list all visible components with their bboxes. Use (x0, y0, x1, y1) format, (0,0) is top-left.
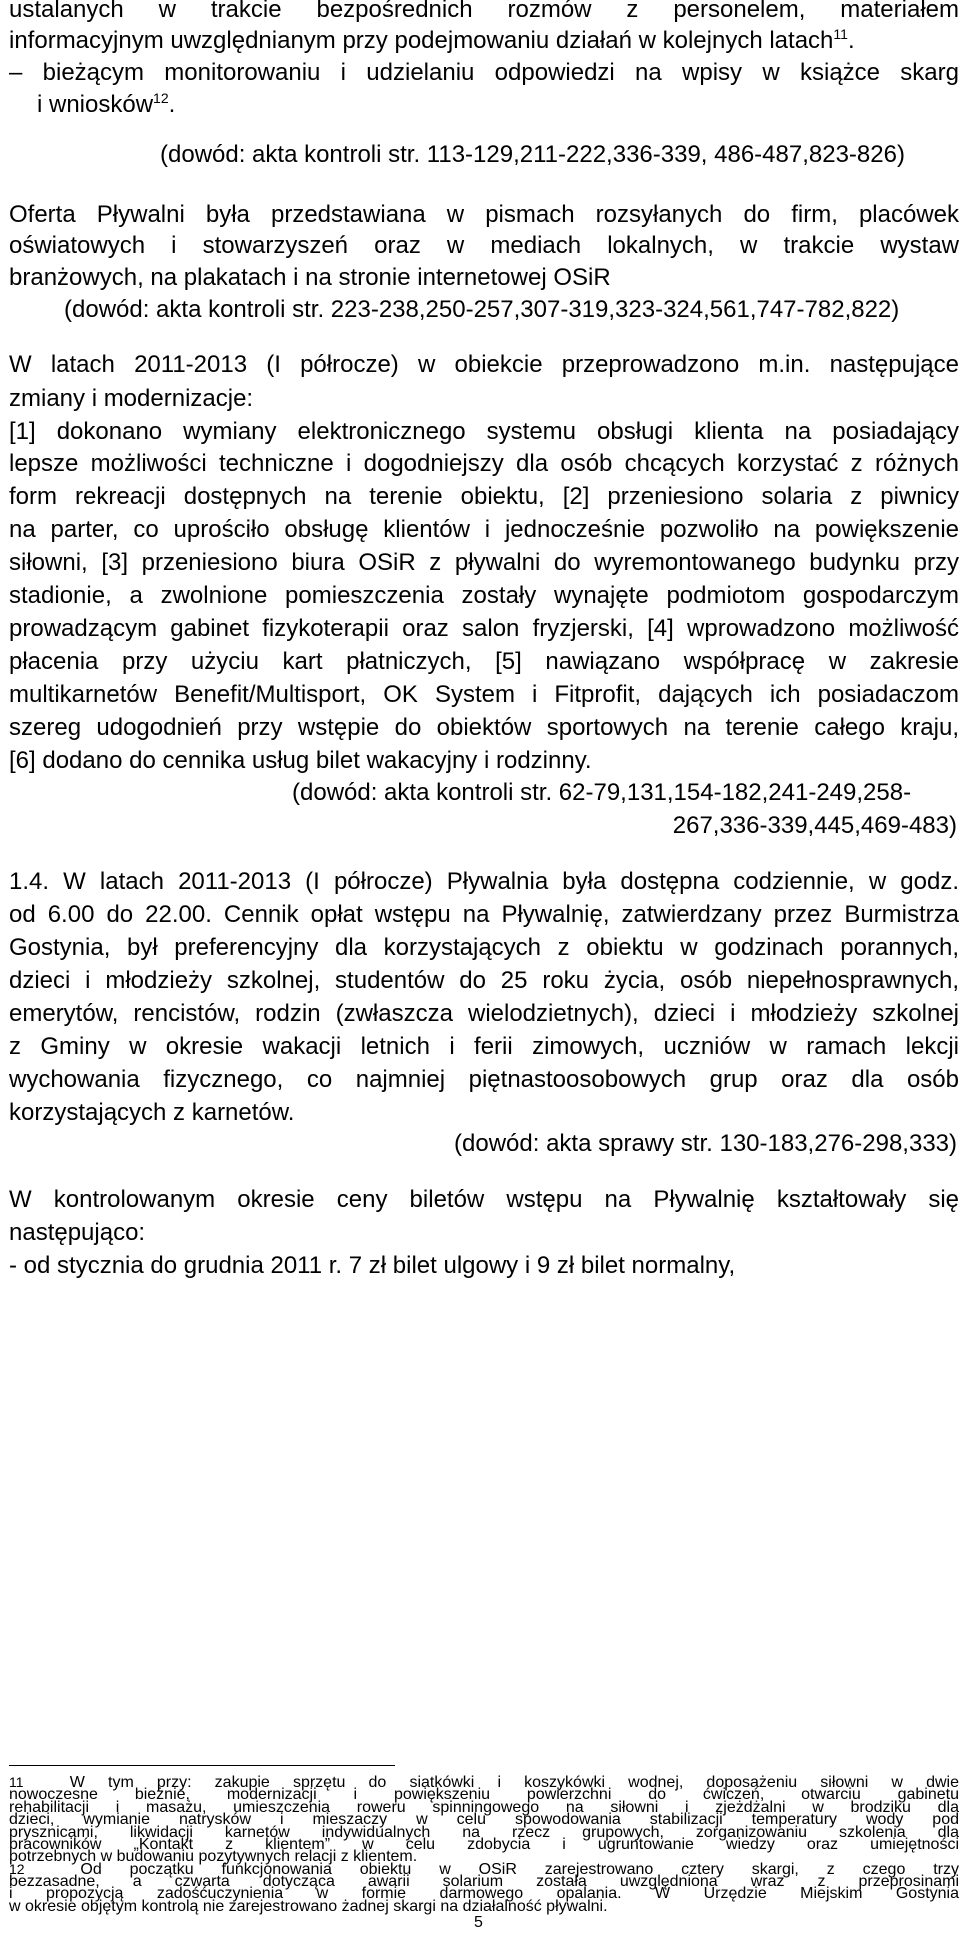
text-line: zmiany i modernizacje: (9, 385, 254, 412)
text-line: płacenia przy użyciu kart płatniczych, [5] nawiązano współpracę w zakresie (9, 648, 959, 675)
text-line: i wniosków$^{12}$. (37, 90, 176, 118)
footnote-line: bezzasadne, a czwarta dotycząca awarii solarium została uwzględniona wraz z przeprosinami (9, 1873, 959, 1891)
text-line: lepsze możliwości techniczne i dogodniejszy dla osób chcących korzystać z różnych (9, 450, 959, 477)
text-line: multikarnetów Benefit/Multisport, OK System i Fitprofit, dających ich posiadaczom (9, 681, 959, 708)
text-line: z Gminy w okresie wakacji letnich i ferii zimowych, uczniów w ramach lekcji (9, 1033, 959, 1060)
footnote-line: 11 W tym przy: zakupie sprzętu do siatkówki i koszykówki wodnej, doposażeniu siłowni w dwie (9, 1774, 959, 1791)
text-line: prowadzącym gabinet fizykoterapii oraz salon fryzjerski, [4] wprowadzono możliwość (9, 615, 959, 642)
footnote-ref[interactable]: 11 (833, 26, 848, 42)
footnote-line: dzieci, wymianie natrysków i mieszaczy w celu spowodowania stabilizacji temperatury wody pod (9, 1811, 959, 1829)
text-line: siłowni, [3] przeniesiono biura OSiR z pływalni do wyremontowanego budynku przy (9, 549, 959, 576)
text-line: wychowania fizycznego, co najmniej piętnastoosobowych grup oraz dla osób (9, 1066, 959, 1093)
text-line: ustalanych w trakcie bezpośrednich rozmów z personelem, materiałem (9, 0, 959, 23)
footnote-number: 12 (9, 1860, 25, 1877)
text-line: dzieci i młodzieży szkolnej, studentów do 25 roku życia, osób niepełnosprawnych, (9, 967, 959, 994)
text-line: [6] dodano do cennika usług bilet wakacyjny i rodzinny. (9, 747, 592, 774)
text-line: branżowych, na plakatach i na stronie internetowej OSiR (9, 264, 611, 291)
evidence-citation: (dowód: akta kontroli str. 62-79,131,154-182,241-249,258- (292, 779, 912, 806)
text-line: Oferta Pływalni była przedstawiana w pismach rozsyłanych do firm, placówek (9, 201, 959, 228)
footnote-line: i propozycją zadośćuczynienia w formie darmowego opalania. W Urzędzie Miejskim Gostynia (9, 1885, 959, 1903)
evidence-citation: (dowód: akta kontroli str. 113-129,211-222,336-339, 486-487,823-826) (160, 141, 905, 168)
footnote-line: rehabilitacji i masażu, umieszczenia roweru spinningowego na siłowni i zjeżdżalni w brodziku dla (9, 1798, 959, 1816)
text-line: [1] dokonano wymiany elektronicznego systemu obsługi klienta na posiadający (9, 418, 959, 445)
text-line: informacyjnym uwzględnianym przy podejmowaniu działań w kolejnych latach$^{11}$. (9, 26, 855, 54)
text-line: W kontrolowanym okresie ceny biletów wstępu na Pływalnię kształtowały się (9, 1186, 959, 1213)
footnote-line: prysznicami, likwidacji karnetów indywidualnych na rzecz grupowych, zorganizowaniu szkolenia dla (9, 1823, 959, 1841)
evidence-citation: (dowód: akta kontroli str. 223-238,250-257,307-319,323-324,561,747-782,822) (64, 296, 900, 323)
footnote-line: potrzebnych w budowaniu pozytywnych relacji z klientem. (9, 1848, 418, 1866)
footnote-line: w okresie objętym kontrolą nie zarejestrowano żadnej skargi na działalność pływalni. (9, 1897, 608, 1915)
footnote-line: pracowników „Kontakt z klientem” w celu zdobycia i ugruntowanie wiedzy oraz umiejętności (9, 1835, 959, 1853)
footnote-line: nowoczesne bieżnie, modernizacji i powiększeniu powierzchni do ćwiczeń, otwarciu gabinetu (9, 1786, 959, 1804)
text-line: oświatowych i stowarzyszeń oraz w mediach lokalnych, w trakcie wystaw (9, 232, 959, 259)
list-item: – bieżącym monitorowaniu i udzielaniu odpowiedzi na wpisy w książce skarg (9, 59, 959, 86)
page-number: 5 (474, 1914, 483, 1931)
text-line: - od stycznia do grudnia 2011 r. 7 zł bilet ulgowy i 9 zł bilet normalny, (9, 1252, 736, 1279)
text-line: stadionie, a zwolnione pomieszczenia zostały wynajęte podmiotom gospodarczym (9, 582, 959, 609)
text-line: form rekreacji dostępnych na terenie obiektu, [2] przeniesiono solaria z piwnicy (9, 483, 959, 510)
text-line: szereg udogodnień przy wstępie do obiektów sportowych na terenie całego kraju, (9, 714, 959, 741)
text-line: następująco: (9, 1219, 146, 1246)
footnote-number: 11 (9, 1774, 24, 1790)
text-line: emerytów, rencistów, rodzin (zwłaszcza wielodzietnych), dzieci i młodzieży szkolnej (9, 1000, 959, 1027)
text-line: na parter, co uprościło obsługę klientów i jednocześnie pozwoliło na powiększenie (9, 516, 959, 543)
evidence-citation: 267,336-339,445,469-483) (672, 812, 957, 839)
text-line: Gostynia, był preferencyjny dla korzystających z obiektu w godzinach porannych, (9, 934, 959, 961)
text-line: od 6.00 do 22.00. Cennik opłat wstępu na Pływalnię, zatwierdzany przez Burmistrza (9, 901, 959, 928)
footnote-separator (9, 1765, 395, 1766)
evidence-citation: (dowód: akta sprawy str. 130-183,276-298,333) (454, 1130, 957, 1157)
section-heading-line: 1.4. W latach 2011-2013 (I półrocze) Pływalnia była dostępna codziennie, w godz. (9, 868, 959, 895)
text-line: korzystających z karnetów. (9, 1099, 295, 1126)
footnote-line: 12 Od początku funkcjonowania obiektu w OSiR zarejestrowano cztery skargi, z czego trzy (9, 1860, 960, 1878)
footnote-ref[interactable]: 12 (153, 90, 169, 106)
text-line: W latach 2011-2013 (I półrocze) w obiekcie przeprowadzono m.in. następujące (9, 351, 959, 378)
